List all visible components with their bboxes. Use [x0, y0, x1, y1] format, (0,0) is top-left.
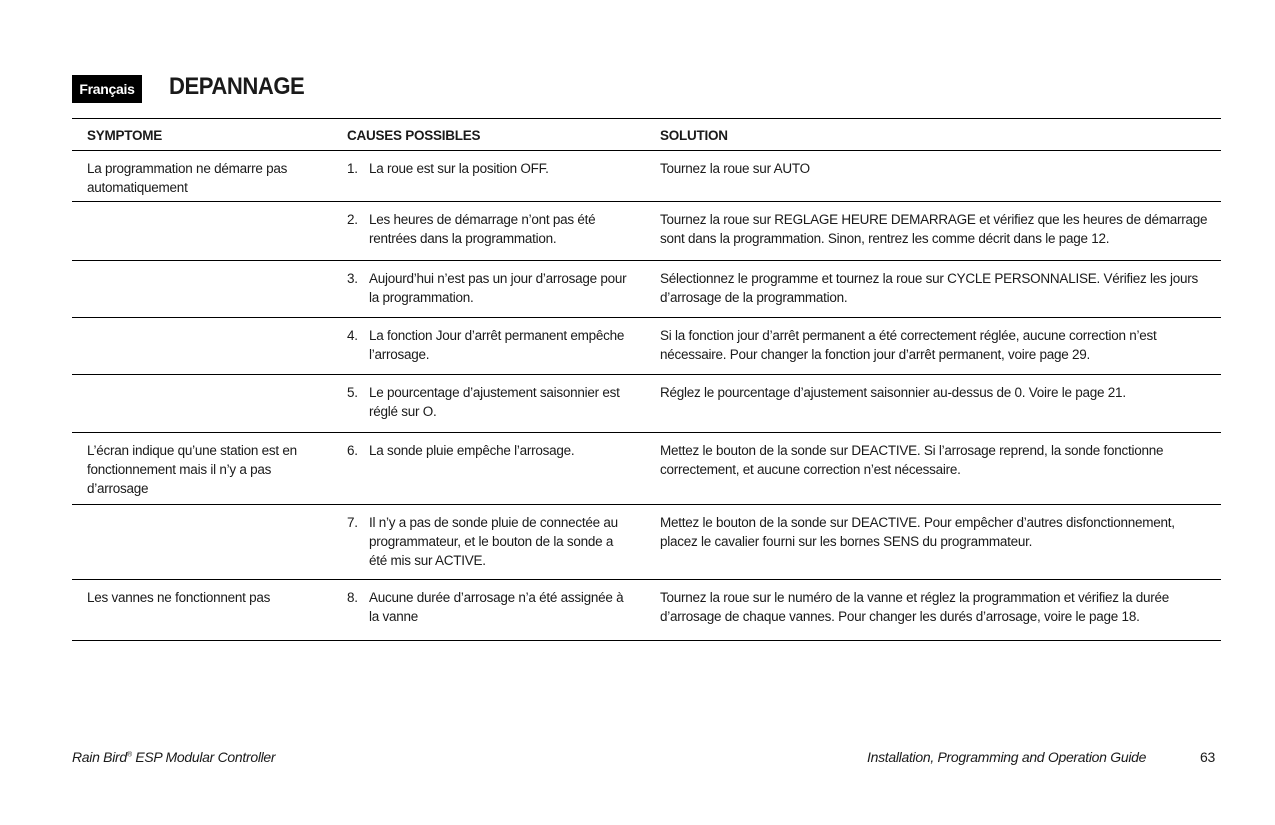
registered-mark: ® — [126, 751, 132, 759]
table-header-row — [72, 119, 1221, 151]
cause-text: Le pourcentage d’ajustement saisonnier est réglé sur O. — [369, 385, 620, 419]
table-row — [72, 505, 1221, 580]
column-header-causes: CAUSES POSSIBLES — [347, 128, 481, 143]
cause-number: 3. — [347, 271, 358, 286]
solution-cell: Tournez la roue sur le numéro de la vanne et réglez la programmation et vérifiez la durée d’arrosage de chaque vannes. Pour changer les durés d’arrosage, voire le page 18. — [660, 590, 1170, 624]
page-title: DEPANNAGE — [169, 73, 305, 100]
table-row — [72, 261, 1221, 318]
footer-brand: Rain Bird — [72, 749, 127, 765]
cause-cell — [347, 210, 632, 248]
cause-number: 7. — [347, 515, 358, 530]
solution-cell: Réglez le pourcentage d’ajustement saisonnier au-dessus de 0. Voire le page 21. — [660, 385, 1126, 400]
column-header-solution: SOLUTION — [660, 128, 728, 143]
footer-product-name — [72, 749, 275, 765]
cause-text: Il n’y a pas de sonde pluie de connectée au programmateur, et le bouton de la sonde a été mis sur ACTIVE. — [369, 515, 618, 568]
cause-number: 2. — [347, 212, 358, 227]
solution-cell: Mettez le bouton de la sonde sur DEACTIVE. Pour empêcher d’autres disfonctionnement, placez le cavalier fourni sur les bornes SENS du programmateur. — [660, 515, 1175, 549]
table-row — [72, 318, 1221, 375]
page-number: 63 — [1200, 749, 1215, 765]
solution-cell: Mettez le bouton de la sonde sur DEACTIVE. Si l’arrosage reprend, la sonde fonctionne correctement, et aucune correction n’est nécessaire. — [660, 443, 1164, 477]
cause-number: 1. — [347, 161, 358, 176]
symptom-cell: La programmation ne démarre pas automatiquement — [87, 161, 288, 195]
language-badge: Français — [72, 75, 142, 103]
troubleshooting-table — [72, 118, 1221, 641]
cause-cell — [347, 159, 632, 178]
cause-number: 4. — [347, 328, 358, 343]
cause-number: 6. — [347, 443, 358, 458]
cause-text: La fonction Jour d’arrêt permanent empêche l’arrosage. — [369, 328, 625, 362]
cause-text: Les heures de démarrage n’ont pas été rentrées dans la programmation. — [369, 212, 596, 246]
cause-cell — [347, 441, 632, 460]
cause-text: Aucune durée d’arrosage n’a été assignée à la vanne — [369, 590, 624, 624]
cause-cell — [347, 326, 632, 364]
table-row — [72, 202, 1221, 261]
table-row — [72, 433, 1221, 505]
symptom-cell: L’écran indique qu’une station est en fonctionnement mais il n’y a pas d’arrosage — [87, 443, 297, 496]
cause-text: La roue est sur la position OFF. — [369, 161, 549, 176]
table-row — [72, 375, 1221, 433]
cause-text: La sonde pluie empêche l’arrosage. — [369, 443, 575, 458]
solution-cell: Tournez la roue sur REGLAGE HEURE DEMARRAGE et vérifiez que les heures de démarrage sont dans la programmation. Sinon, rentrez les comme décrit dans le page 12. — [660, 212, 1208, 246]
cause-number: 5. — [347, 385, 358, 400]
solution-cell: Tournez la roue sur AUTO — [660, 161, 810, 176]
footer-product: ESP Modular Controller — [131, 749, 276, 765]
cause-cell — [347, 383, 632, 421]
cause-text: Aujourd’hui n’est pas un jour d’arrosage pour la programmation. — [369, 271, 627, 305]
cause-cell — [347, 269, 632, 307]
footer-guide-title: Installation, Programming and Operation Guide — [867, 749, 1147, 765]
solution-cell: Sélectionnez le programme et tournez la roue sur CYCLE PERSONNALISE. Vérifiez les jours d’arrosage de la programmation. — [660, 271, 1198, 305]
cause-cell — [347, 588, 632, 626]
cause-cell — [347, 513, 632, 570]
table-row — [72, 580, 1221, 641]
column-header-symptom: SYMPTOME — [87, 128, 163, 143]
table-row — [72, 151, 1221, 202]
symptom-cell: Les vannes ne fonctionnent pas — [87, 590, 271, 605]
cause-number: 8. — [347, 590, 358, 605]
solution-cell: Si la fonction jour d’arrêt permanent a été correctement réglée, aucune correction n’est nécessaire. Pour changer la fonction jour d’arrêt permanent, voire page 29. — [660, 328, 1157, 362]
